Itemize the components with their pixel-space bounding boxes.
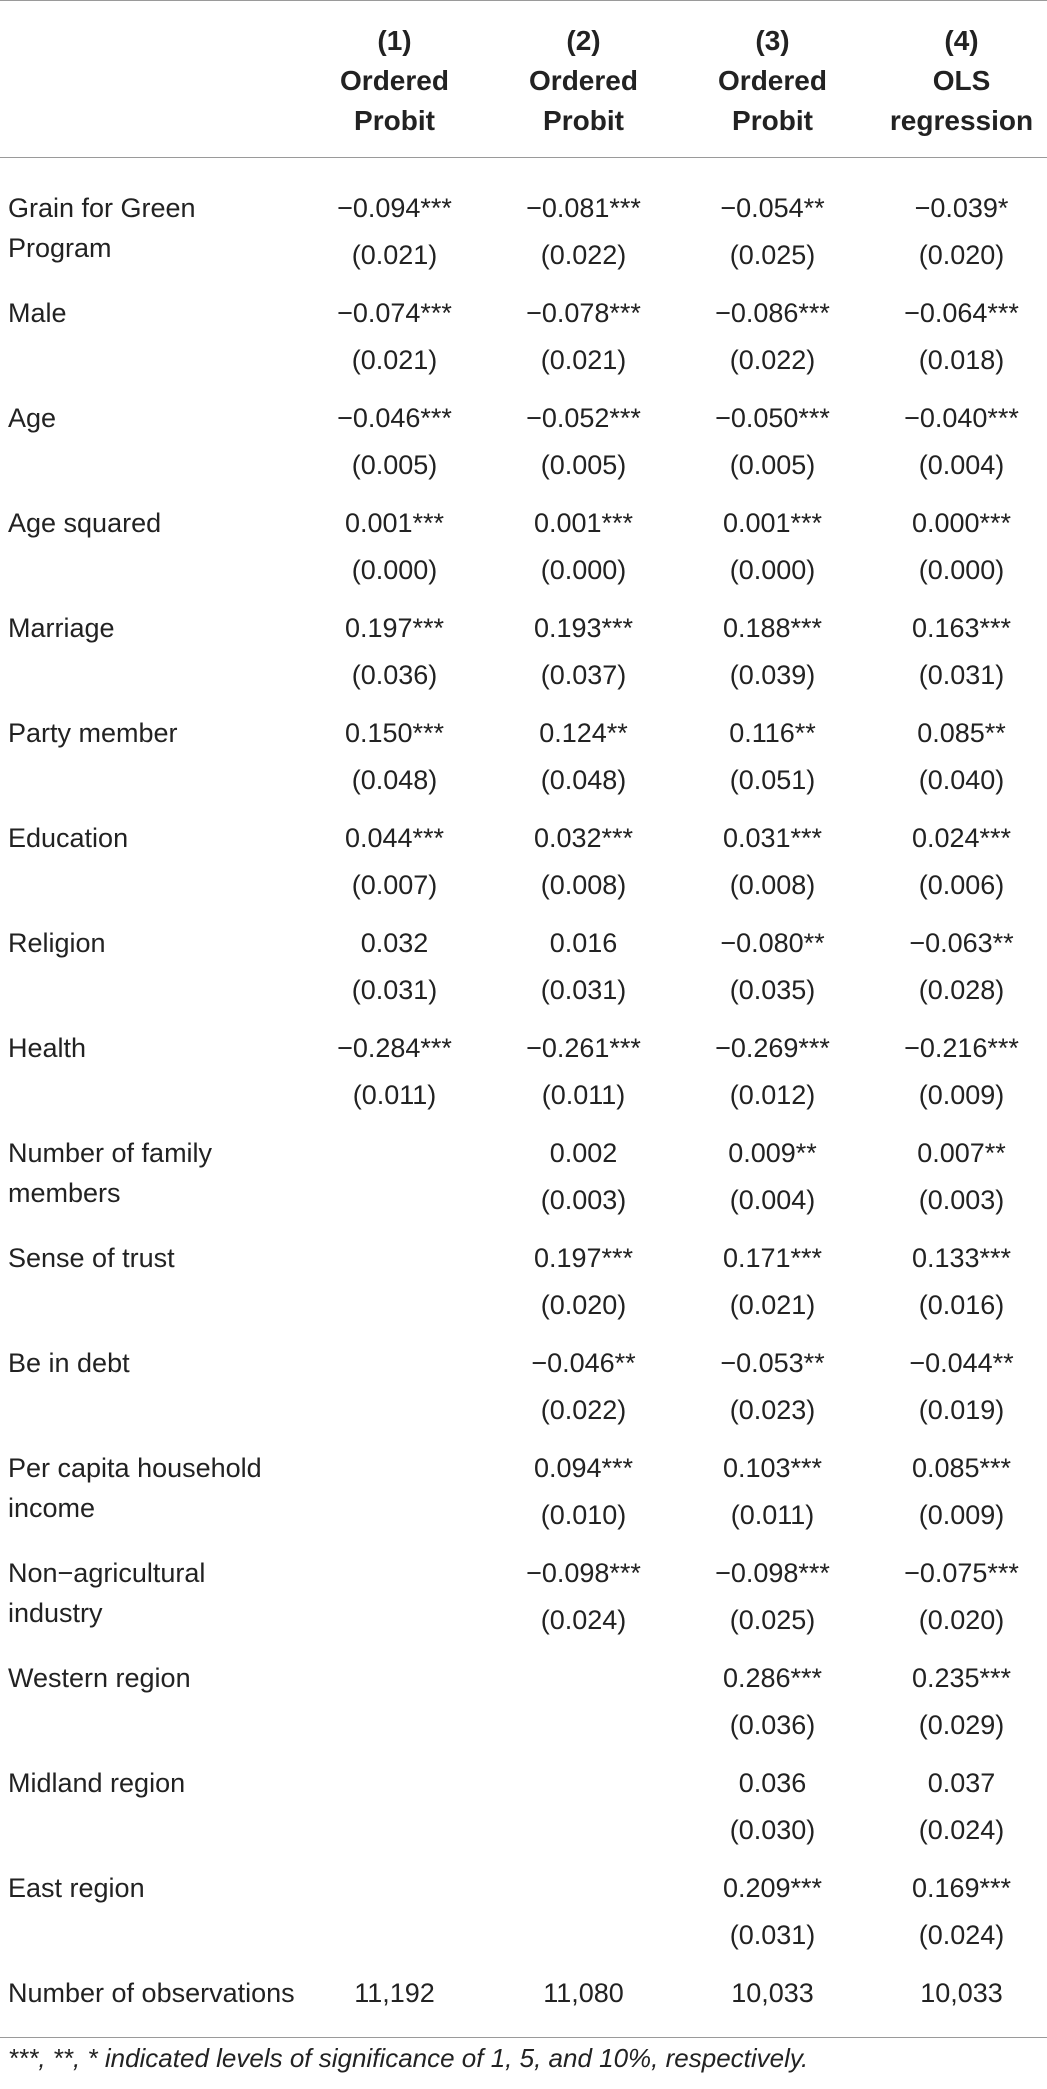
column-number: (3) bbox=[678, 1, 867, 62]
coefficient-cell bbox=[489, 1749, 678, 1803]
standard-error-cell: (0.024) bbox=[540, 1605, 627, 1635]
variable-label: Age bbox=[8, 403, 57, 433]
table-row bbox=[0, 1644, 1047, 1698]
standard-error-cell: (0.031) bbox=[540, 975, 627, 1005]
coefficient-cell: 0.007** bbox=[917, 1138, 1006, 1168]
coefficient-cell bbox=[300, 1224, 489, 1278]
coefficient-cell: 0.001*** bbox=[533, 508, 634, 538]
coefficient-cell: −0.046*** bbox=[337, 403, 452, 433]
coefficient-cell: 0.124** bbox=[539, 718, 628, 748]
coefficient-cell: −0.075*** bbox=[904, 1558, 1019, 1588]
table-row bbox=[0, 1854, 1047, 1908]
standard-error-cell: (0.019) bbox=[918, 1395, 1005, 1425]
variable-label: Number of family members bbox=[8, 1138, 213, 1208]
standard-error-cell: (0.031) bbox=[351, 975, 438, 1005]
standard-error-cell bbox=[300, 1803, 489, 1854]
coefficient-cell: −0.094*** bbox=[337, 193, 452, 223]
observations-label: Number of observations bbox=[0, 1959, 300, 2038]
coefficient-cell: 0.235*** bbox=[911, 1663, 1012, 1693]
standard-error-cell: (0.000) bbox=[351, 555, 438, 585]
table-row bbox=[0, 594, 1047, 648]
standard-error-cell: (0.003) bbox=[540, 1185, 627, 1215]
coefficient-cell: 0.116** bbox=[729, 718, 816, 748]
coefficient-cell: 0.000*** bbox=[911, 508, 1012, 538]
variable-label: Age squared bbox=[8, 508, 162, 538]
coefficient-cell: 0.169*** bbox=[911, 1873, 1012, 1903]
standard-error-cell: (0.028) bbox=[918, 975, 1005, 1005]
standard-error-cell: (0.004) bbox=[918, 450, 1005, 480]
column-method-line2: Probit bbox=[489, 101, 678, 158]
table-row bbox=[0, 1224, 1047, 1278]
coefficient-cell: 0.197*** bbox=[533, 1243, 634, 1273]
variable-label: Education bbox=[8, 823, 129, 853]
variable-label: Party member bbox=[8, 718, 178, 748]
coefficient-cell: 0.085** bbox=[917, 718, 1006, 748]
standard-error-cell: (0.022) bbox=[540, 1395, 627, 1425]
coefficient-cell: 0.031*** bbox=[722, 823, 823, 853]
table-row bbox=[0, 1749, 1047, 1803]
coefficient-cell: 0.002 bbox=[549, 1138, 618, 1168]
standard-error-cell bbox=[300, 1488, 489, 1539]
standard-error-cell: (0.022) bbox=[729, 345, 816, 375]
observations-cell: 10,033 bbox=[867, 1959, 1047, 2038]
coefficient-cell bbox=[489, 1854, 678, 1908]
coefficient-cell: 0.133*** bbox=[911, 1243, 1012, 1273]
standard-error-cell: (0.036) bbox=[729, 1710, 816, 1740]
coefficient-cell: −0.074*** bbox=[337, 298, 452, 328]
standard-error-cell: (0.008) bbox=[540, 870, 627, 900]
standard-error-cell bbox=[300, 1908, 489, 1959]
standard-error-cell: (0.005) bbox=[540, 450, 627, 480]
standard-error-cell bbox=[489, 1908, 678, 1959]
standard-error-cell: (0.035) bbox=[729, 975, 816, 1005]
standard-error-cell: (0.011) bbox=[541, 1080, 626, 1110]
observations-cell: 11,080 bbox=[489, 1959, 678, 2038]
coefficient-cell: 0.001*** bbox=[722, 508, 823, 538]
coefficient-cell: −0.216*** bbox=[904, 1033, 1019, 1063]
standard-error-cell: (0.011) bbox=[352, 1080, 437, 1110]
standard-error-cell: (0.025) bbox=[729, 240, 816, 270]
observations-row bbox=[0, 1959, 1047, 2038]
coefficient-cell: −0.039* bbox=[914, 193, 1009, 223]
standard-error-cell: (0.021) bbox=[351, 240, 438, 270]
coefficient-cell: 0.044*** bbox=[344, 823, 445, 853]
standard-error-cell: (0.009) bbox=[918, 1500, 1005, 1530]
coefficient-cell: 0.171*** bbox=[722, 1243, 823, 1273]
coefficient-cell: −0.098*** bbox=[526, 1558, 641, 1588]
significance-footnote: ***, **, * indicated levels of significance of 1, 5, and 10%, respectively. bbox=[8, 2043, 809, 2073]
coefficient-cell bbox=[300, 1119, 489, 1173]
standard-error-cell: (0.021) bbox=[729, 1290, 816, 1320]
coefficient-cell: −0.098*** bbox=[715, 1558, 830, 1588]
standard-error-cell: (0.000) bbox=[540, 555, 627, 585]
standard-error-cell: (0.020) bbox=[918, 240, 1005, 270]
coefficient-cell bbox=[489, 1644, 678, 1698]
coefficient-cell: −0.053** bbox=[720, 1348, 825, 1378]
coefficient-cell: 0.016 bbox=[549, 928, 618, 958]
table-row bbox=[0, 384, 1047, 438]
standard-error-cell: (0.007) bbox=[351, 870, 438, 900]
column-method-line1: Ordered bbox=[340, 65, 449, 96]
standard-error-cell: (0.003) bbox=[918, 1185, 1005, 1215]
coefficient-cell: 0.036 bbox=[738, 1768, 807, 1798]
standard-error-cell bbox=[300, 1593, 489, 1644]
standard-error-cell: (0.031) bbox=[918, 660, 1005, 690]
coefficient-cell: −0.081*** bbox=[526, 193, 641, 223]
standard-error-cell: (0.039) bbox=[729, 660, 816, 690]
coefficient-cell: −0.044** bbox=[909, 1348, 1014, 1378]
variable-label: Per capita household income bbox=[8, 1453, 262, 1523]
coefficient-cell: 0.150*** bbox=[344, 718, 445, 748]
coefficient-cell: −0.269*** bbox=[715, 1033, 830, 1063]
standard-error-cell: (0.012) bbox=[729, 1080, 816, 1110]
column-method-line1: OLS bbox=[932, 65, 991, 96]
variable-label: Midland region bbox=[8, 1768, 186, 1798]
standard-error-cell bbox=[489, 1803, 678, 1854]
standard-error-cell: (0.005) bbox=[351, 450, 438, 480]
standard-error-cell bbox=[300, 1278, 489, 1329]
standard-error-cell: (0.025) bbox=[729, 1605, 816, 1635]
header-empty-cell bbox=[0, 101, 300, 158]
coefficient-cell: 0.032*** bbox=[533, 823, 634, 853]
coefficient-cell: −0.064*** bbox=[904, 298, 1019, 328]
observations-cell: 10,033 bbox=[678, 1959, 867, 2038]
coefficient-cell bbox=[300, 1854, 489, 1908]
standard-error-cell: (0.000) bbox=[729, 555, 816, 585]
table-row bbox=[0, 1539, 1047, 1593]
standard-error-cell bbox=[300, 1698, 489, 1749]
standard-error-cell: (0.024) bbox=[918, 1815, 1005, 1845]
coefficient-cell bbox=[300, 1749, 489, 1803]
standard-error-cell: (0.048) bbox=[351, 765, 438, 795]
column-method-line1: Ordered bbox=[718, 65, 827, 96]
coefficient-cell: 0.197*** bbox=[344, 613, 445, 643]
standard-error-cell: (0.022) bbox=[540, 240, 627, 270]
variable-label: Be in debt bbox=[8, 1348, 130, 1378]
coefficient-cell: 0.024*** bbox=[911, 823, 1012, 853]
coefficient-cell: 0.209*** bbox=[722, 1873, 823, 1903]
standard-error-cell: (0.020) bbox=[918, 1605, 1005, 1635]
standard-error-cell: (0.021) bbox=[540, 345, 627, 375]
standard-error-cell: (0.008) bbox=[729, 870, 816, 900]
standard-error-cell: (0.030) bbox=[729, 1815, 816, 1845]
standard-error-cell: (0.016) bbox=[918, 1290, 1005, 1320]
coefficient-cell bbox=[300, 1329, 489, 1383]
column-number: (2) bbox=[489, 1, 678, 62]
standard-error-cell: (0.031) bbox=[729, 1920, 816, 1950]
coefficient-cell: −0.080** bbox=[720, 928, 825, 958]
standard-error-cell: (0.021) bbox=[351, 345, 438, 375]
coefficient-cell: −0.052*** bbox=[526, 403, 641, 433]
standard-error-cell: (0.029) bbox=[918, 1710, 1005, 1740]
table-row bbox=[0, 489, 1047, 543]
table-header bbox=[0, 1, 1047, 158]
standard-error-cell: (0.009) bbox=[918, 1080, 1005, 1110]
variable-label: East region bbox=[8, 1873, 145, 1903]
standard-error-cell: (0.037) bbox=[540, 660, 627, 690]
standard-error-cell: (0.020) bbox=[540, 1290, 627, 1320]
coefficient-cell: −0.050*** bbox=[715, 403, 830, 433]
table-row bbox=[0, 279, 1047, 333]
variable-label: Western region bbox=[8, 1663, 191, 1693]
table-row bbox=[0, 804, 1047, 858]
standard-error-cell: (0.036) bbox=[351, 660, 438, 690]
standard-error-cell: (0.011) bbox=[730, 1500, 815, 1530]
standard-error-cell: (0.048) bbox=[540, 765, 627, 795]
coefficient-cell: −0.284*** bbox=[337, 1033, 452, 1063]
standard-error-cell: (0.000) bbox=[918, 555, 1005, 585]
variable-label: Health bbox=[8, 1033, 87, 1063]
standard-error-cell bbox=[300, 1173, 489, 1224]
coefficient-cell: 0.188*** bbox=[722, 613, 823, 643]
coefficient-cell: −0.261*** bbox=[526, 1033, 641, 1063]
standard-error-cell: (0.004) bbox=[729, 1185, 816, 1215]
standard-error-cell: (0.018) bbox=[918, 345, 1005, 375]
standard-error-cell: (0.051) bbox=[729, 765, 816, 795]
column-method-line2: Probit bbox=[678, 101, 867, 158]
variable-label: Religion bbox=[8, 928, 106, 958]
coefficient-cell bbox=[300, 1644, 489, 1698]
column-number: (4) bbox=[867, 1, 1047, 62]
coefficient-cell: 0.094*** bbox=[533, 1453, 634, 1483]
standard-error-cell: (0.023) bbox=[729, 1395, 816, 1425]
header-empty-cell bbox=[0, 61, 300, 101]
standard-error-cell: (0.005) bbox=[729, 450, 816, 480]
variable-label: Marriage bbox=[8, 613, 115, 643]
coefficient-cell: 0.286*** bbox=[722, 1663, 823, 1693]
coefficient-cell: 0.103*** bbox=[722, 1453, 823, 1483]
coefficient-cell: 0.193*** bbox=[533, 613, 634, 643]
table-row bbox=[0, 1434, 1047, 1488]
coefficient-cell bbox=[300, 1539, 489, 1593]
coefficient-cell: −0.046** bbox=[531, 1348, 636, 1378]
table-row bbox=[0, 1329, 1047, 1383]
coefficient-cell: −0.040*** bbox=[904, 403, 1019, 433]
table-row bbox=[0, 1014, 1047, 1068]
column-number: (1) bbox=[300, 1, 489, 62]
table-row bbox=[0, 1119, 1047, 1173]
column-method-line2: regression bbox=[867, 101, 1047, 158]
variable-label: Male bbox=[8, 298, 67, 328]
coefficient-cell: 0.001*** bbox=[344, 508, 445, 538]
header-empty-cell bbox=[0, 1, 300, 62]
table-body bbox=[0, 158, 1047, 2038]
table-row bbox=[0, 699, 1047, 753]
coefficient-cell: 0.037 bbox=[927, 1768, 996, 1798]
variable-label: Non−agricultural industry bbox=[8, 1558, 206, 1628]
table-row bbox=[0, 909, 1047, 963]
column-method-line2: Probit bbox=[300, 101, 489, 158]
observations-cell: 11,192 bbox=[300, 1959, 489, 2038]
coefficient-cell: −0.086*** bbox=[715, 298, 830, 328]
column-method-line1: Ordered bbox=[529, 65, 638, 96]
coefficient-cell: 0.032 bbox=[360, 928, 429, 958]
standard-error-cell bbox=[300, 1383, 489, 1434]
coefficient-cell: −0.054** bbox=[720, 193, 825, 223]
coefficient-cell: 0.009** bbox=[728, 1138, 817, 1168]
coefficient-cell: 0.163*** bbox=[911, 613, 1012, 643]
standard-error-cell: (0.010) bbox=[540, 1500, 627, 1530]
variable-label: Grain for Green Program bbox=[8, 193, 196, 263]
standard-error-cell: (0.040) bbox=[918, 765, 1005, 795]
standard-error-cell: (0.024) bbox=[918, 1920, 1005, 1950]
variable-label: Sense of trust bbox=[8, 1243, 175, 1273]
standard-error-cell: (0.006) bbox=[918, 870, 1005, 900]
table-row bbox=[0, 158, 1047, 229]
coefficient-cell bbox=[300, 1434, 489, 1488]
standard-error-cell bbox=[489, 1698, 678, 1749]
coefficient-cell: −0.063** bbox=[909, 928, 1014, 958]
coefficient-cell: −0.078*** bbox=[526, 298, 641, 328]
coefficient-cell: 0.085*** bbox=[911, 1453, 1012, 1483]
